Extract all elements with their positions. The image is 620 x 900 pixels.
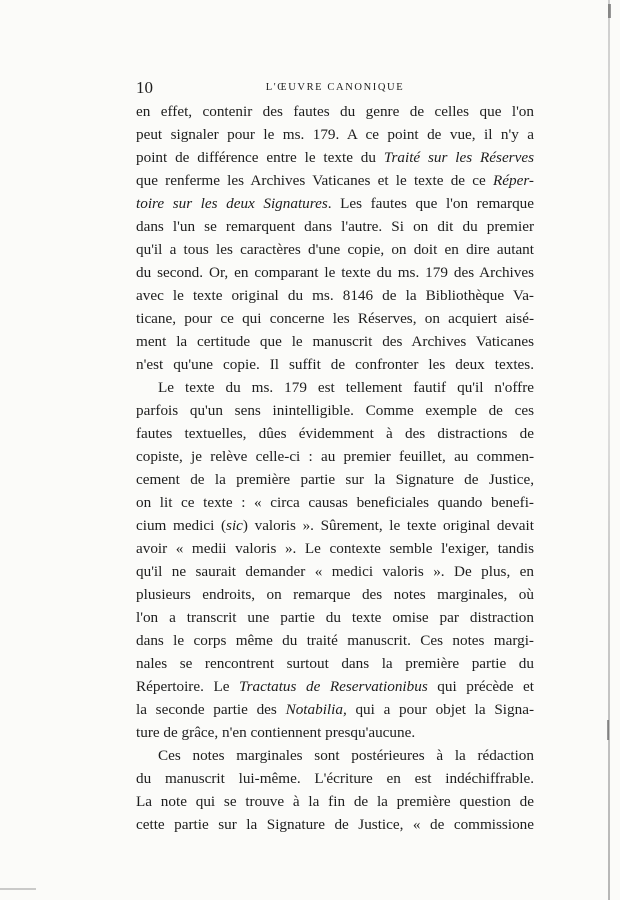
text-line <box>136 238 534 261</box>
italic-text: Traité sur les Réserves <box>383 149 534 166</box>
text-line <box>136 721 534 744</box>
text-line <box>136 330 534 353</box>
text-line <box>136 146 534 169</box>
text-line <box>136 675 534 698</box>
text-line <box>136 767 534 790</box>
text-segment: du manuscrit lui-même. L'écriture en est indéchiffrable. <box>136 770 534 787</box>
page-number: 10 <box>136 78 153 97</box>
text-line <box>136 698 534 721</box>
scan-edge-line <box>608 0 610 900</box>
text-line <box>136 307 534 330</box>
scan-smudge <box>0 888 36 890</box>
text-segment: on lit ce texte : « circa causas beneficiales quando benefi- <box>136 494 534 511</box>
text-segment: ) valoris ». Sûrement, le texte original devait <box>242 517 534 534</box>
text-line <box>136 284 534 307</box>
text-segment: nales se rencontrent surtout dans la première partie du <box>136 655 534 672</box>
text-line <box>136 583 534 606</box>
text-line <box>136 169 534 192</box>
text-segment: Répertoire. Le <box>136 678 240 695</box>
text-line <box>136 215 534 238</box>
text-line <box>136 445 534 468</box>
text-segment: Ces notes marginales sont postérieures à la rédaction <box>158 747 534 764</box>
text-segment: l'on a transcrit une partie du texte omise par distraction <box>136 609 534 626</box>
text-line <box>136 652 534 675</box>
text-segment: copiste, je relève celle-ci : au premier feuillet, au commen- <box>136 448 534 465</box>
text-segment: en effet, contenir des fautes du genre de celles que l'on <box>136 103 534 120</box>
body-text <box>136 100 534 836</box>
text-segment: qui précède et <box>427 678 534 695</box>
text-segment: ture de grâce, n'en contiennent presqu'aucune. <box>136 724 416 741</box>
text-segment: La note qui se trouve à la fin de la première question de <box>136 793 534 810</box>
scan-edge-mark <box>607 720 609 740</box>
text-segment: avec le texte original du ms. 8146 de la Bibliothèque Va- <box>136 287 534 304</box>
text-line <box>136 491 534 514</box>
text-segment: cement de la première partie sur la Signature de Justice, <box>136 471 534 488</box>
text-line <box>136 790 534 813</box>
text-line <box>136 123 534 146</box>
text-segment: peut signaler pour le ms. 179. A ce point de vue, il n'y a <box>136 126 534 143</box>
text-line <box>136 468 534 491</box>
text-line <box>136 560 534 583</box>
text-segment: dans le corps même du traité manuscrit. Ces notes margi- <box>136 632 534 649</box>
text-line <box>136 261 534 284</box>
text-line <box>136 353 534 376</box>
text-segment: plusieurs endroits, on remarque des notes marginales, où <box>136 586 534 603</box>
text-segment: parfois qu'un sens inintelligible. Comme exemple de ces <box>136 402 534 419</box>
italic-text: sic <box>226 517 243 534</box>
text-segment: dans l'un se remarquent dans l'autre. Si on dit du premier <box>136 218 534 235</box>
text-segment: du second. Or, en comparant le texte du ms. 179 des Archives <box>136 264 534 281</box>
running-title: L'ŒUVRE CANONIQUE <box>265 82 405 93</box>
text-segment: cette partie sur la Signature de Justice, « de commissione <box>136 816 534 833</box>
page-header <box>136 78 534 98</box>
text-segment: qu'il a tous les caractères d'une copie, on doit en dire autant <box>136 241 534 258</box>
text-segment: . Les fautes que l'on remarque <box>327 195 534 212</box>
text-line <box>136 376 534 399</box>
text-segment: ment la certitude que le manuscrit des Archives Vaticanes <box>136 333 534 350</box>
text-line <box>136 813 534 836</box>
text-segment: ticane, pour ce qui concerne les Réserves, on acquiert aisé- <box>136 310 534 327</box>
text-line <box>136 192 534 215</box>
italic-text: Réper- <box>492 172 534 189</box>
text-segment: qu'il ne saurait demander « medici valoris ». De plus, en <box>136 563 534 580</box>
text-segment: n'est qu'une copie. Il suffit de confronter les deux textes. <box>136 356 534 373</box>
text-line <box>136 422 534 445</box>
text-segment: cium medici ( <box>136 517 227 534</box>
text-segment: avoir « medii valoris ». Le contexte semble l'exiger, tandis <box>136 540 534 557</box>
text-line <box>136 537 534 560</box>
italic-text: Notabilia, <box>285 701 347 718</box>
text-segment: la seconde partie des <box>136 701 286 718</box>
text-segment: que renferme les Archives Vaticanes et le texte de ce <box>136 172 493 189</box>
text-line <box>136 100 534 123</box>
text-line <box>136 744 534 767</box>
text-segment: fautes textuelles, dûes évidemment à des distractions de <box>136 425 534 442</box>
text-line <box>136 629 534 652</box>
text-line <box>136 606 534 629</box>
text-line <box>136 399 534 422</box>
scan-edge-mark <box>608 4 611 18</box>
text-segment: qui a pour objet la Signa- <box>346 701 534 718</box>
text-segment: Le texte du ms. 179 est tellement fautif qu'il n'offre <box>158 379 534 396</box>
italic-text: toire sur les deux Signatures <box>136 195 328 212</box>
text-line <box>136 514 534 537</box>
italic-text: Tractatus de Reservationibus <box>239 678 428 695</box>
text-segment: point de différence entre le texte du <box>136 149 384 166</box>
